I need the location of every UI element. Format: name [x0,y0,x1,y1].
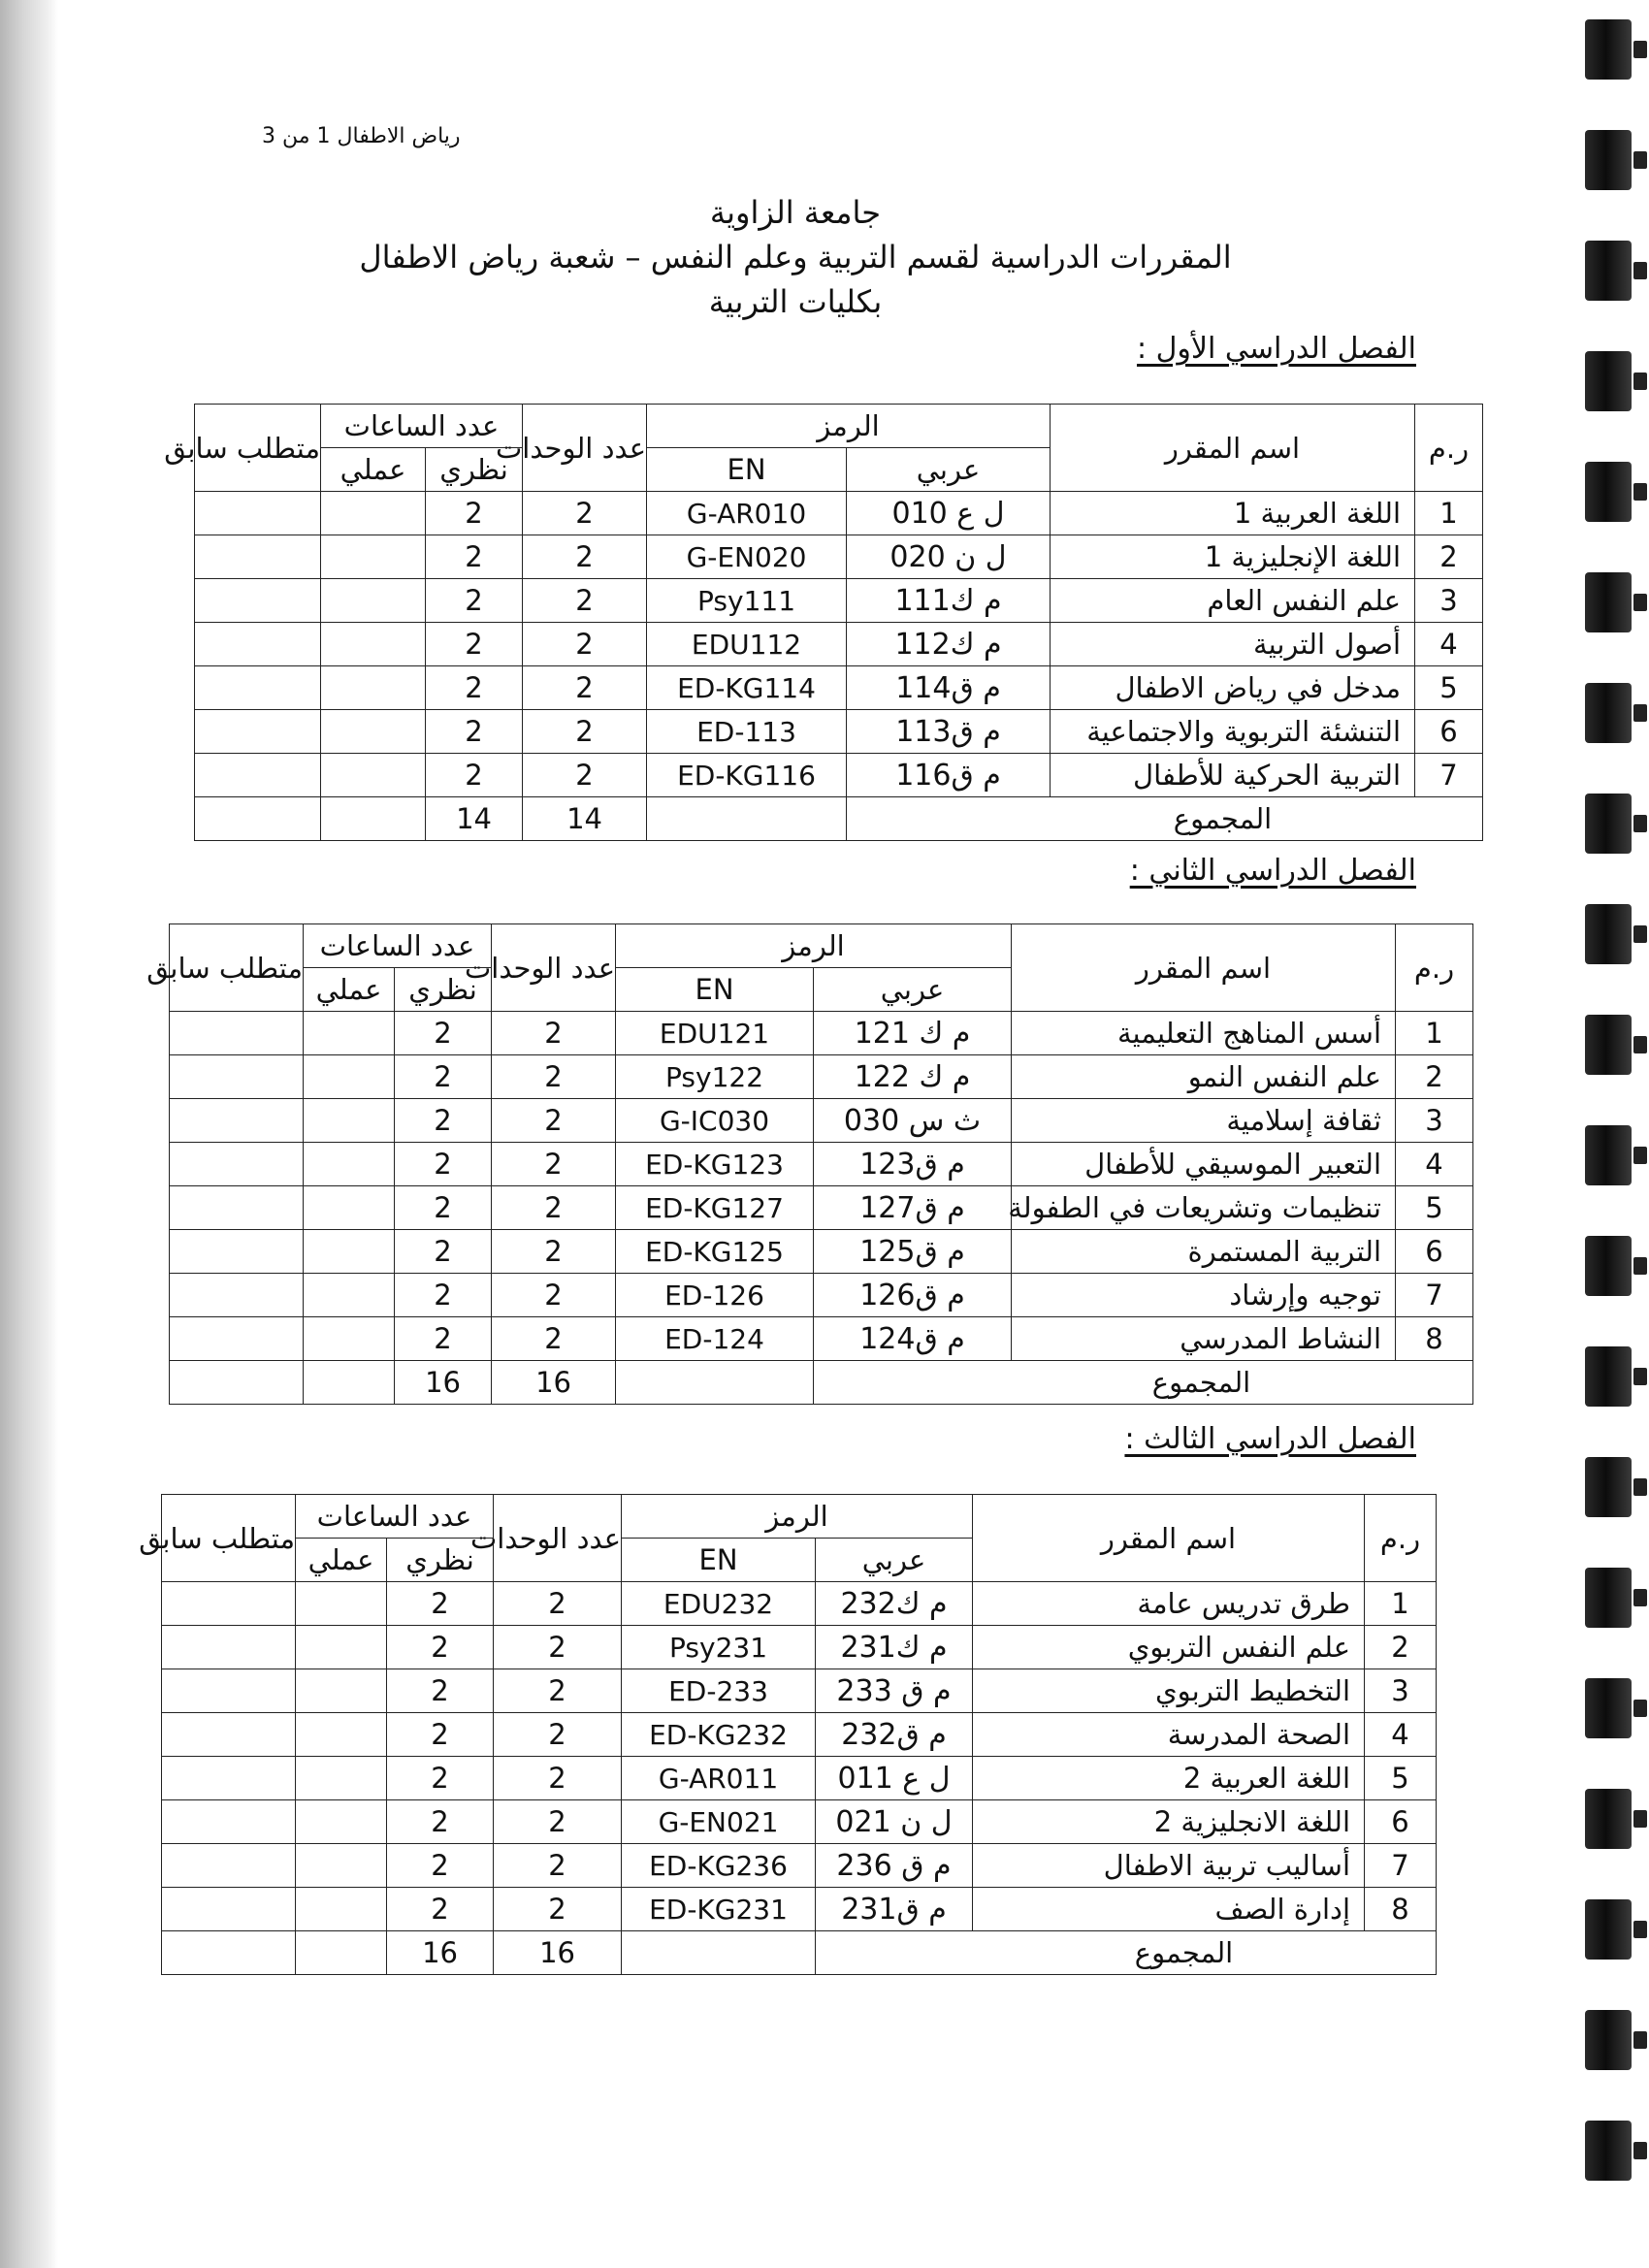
semester-2-title: الفصل الدراسي الثاني : [1129,854,1416,888]
table-row [162,1888,1437,1931]
total-row [195,797,1483,841]
table-row [170,1230,1473,1274]
arabic-code: م ق126 [814,1274,1012,1317]
row-number: 2 [1396,1055,1473,1099]
course-name: أسس المناهج التعليمية [1012,1012,1396,1055]
practical-hours [296,1713,387,1757]
units-value: 2 [492,1012,616,1055]
binding-ring [1585,1346,1632,1407]
arabic-code: م ق123 [814,1143,1012,1186]
col-header-prereq: متطلب سابق [195,405,321,492]
col-header-theory: نظري [395,968,492,1012]
total-units: 16 [494,1931,622,1975]
theory-hours: 2 [387,1844,494,1888]
units-value: 2 [492,1055,616,1099]
english-code: ED-KG232 [622,1713,816,1757]
arabic-code: ث س 030 [814,1099,1012,1143]
theory-hours: 2 [387,1713,494,1757]
practical-hours [304,1143,395,1186]
prerequisite [195,666,321,710]
course-name: اللغة العربية 2 [973,1757,1365,1800]
arabic-code: م ق 236 [816,1844,973,1888]
table-row [195,754,1483,797]
table-row [170,1012,1473,1055]
units-value: 2 [494,1888,622,1931]
english-code: ED-KG231 [622,1888,816,1931]
total-practical [321,797,426,841]
units-value: 2 [492,1317,616,1361]
col-header-course-name: اسم المقرر [1051,405,1415,492]
english-code: EDU112 [647,623,847,666]
theory-hours: 2 [395,1012,492,1055]
binding-ring [1585,2121,1632,2181]
course-name: تنظيمات وتشريعات في الطفولة [1012,1186,1396,1230]
units-value: 2 [494,1626,622,1669]
practical-hours [304,1186,395,1230]
english-code: Psy231 [622,1626,816,1669]
course-name: علم النفس العام [1051,579,1415,623]
table-row [195,579,1483,623]
row-number: 7 [1415,754,1483,797]
english-code: G-EN020 [647,535,847,579]
english-code: ED-KG236 [622,1844,816,1888]
theory-hours: 2 [387,1888,494,1931]
units-value: 2 [523,579,647,623]
col-header-code: الرمز [647,405,1051,448]
english-code: G-AR010 [647,492,847,535]
col-header-units: عدد الوحدات [523,405,647,492]
practical-hours [296,1800,387,1844]
row-number: 4 [1365,1713,1437,1757]
table-row [195,623,1483,666]
theory-hours: 2 [395,1055,492,1099]
total-theory: 14 [426,797,523,841]
units-value: 2 [523,535,647,579]
semester-1-title: الفصل الدراسي الأول : [1136,332,1416,366]
table-row [162,1844,1437,1888]
units-value: 2 [523,492,647,535]
course-name: ثقافة إسلامية [1012,1099,1396,1143]
practical-hours [296,1757,387,1800]
practical-hours [304,1317,395,1361]
practical-hours [321,623,426,666]
arabic-code: م ق116 [847,754,1051,797]
practical-hours [321,492,426,535]
prerequisite [162,1844,296,1888]
course-name: أصول التربية [1051,623,1415,666]
practical-hours [296,1844,387,1888]
binding-ring [1585,572,1632,632]
english-code: ED-233 [622,1669,816,1713]
total-theory: 16 [395,1361,492,1405]
english-code: ED-113 [647,710,847,754]
document-header [291,190,1300,324]
arabic-code: م ق127 [814,1186,1012,1230]
arabic-code: م ق114 [847,666,1051,710]
arabic-code: م ك111 [847,579,1051,623]
arabic-code: م ق113 [847,710,1051,754]
table-row [170,1186,1473,1230]
prerequisite [195,710,321,754]
table-row [162,1582,1437,1626]
scan-shadow [0,0,58,2268]
course-name: أساليب تربية الاطفال [973,1844,1365,1888]
english-code: G-EN021 [622,1800,816,1844]
course-name: مدخل في رياض الاطفال [1051,666,1415,710]
table-row [195,710,1483,754]
units-value: 2 [492,1099,616,1143]
total-row [162,1931,1437,1975]
prerequisite [162,1888,296,1931]
binding-ring [1585,1568,1632,1628]
binding-ring [1585,351,1632,411]
table-row [195,535,1483,579]
prerequisite [162,1582,296,1626]
units-value: 2 [494,1757,622,1800]
row-number: 6 [1396,1230,1473,1274]
arabic-code: م ك 122 [814,1055,1012,1099]
arabic-code: ل ع 011 [816,1757,973,1800]
practical-hours [321,579,426,623]
spiral-binding [1542,0,1649,2268]
units-value: 2 [494,1844,622,1888]
semester-3-title: الفصل الدراسي الثالث : [1124,1422,1416,1456]
practical-hours [321,666,426,710]
total-label: المجموع [814,1361,1473,1405]
prerequisite [195,492,321,535]
prerequisite [162,1757,296,1800]
arabic-code: م ق231 [816,1888,973,1931]
col-header-code: الرمز [622,1495,973,1539]
english-code: Psy122 [616,1055,814,1099]
document-subtitle: بكليات التربية [708,283,883,320]
arabic-code: م ق 233 [816,1669,973,1713]
binding-ring [1585,1125,1632,1185]
header-row [195,405,1483,448]
prerequisite [195,623,321,666]
row-number: 8 [1365,1888,1437,1931]
english-code: ED-KG127 [616,1186,814,1230]
table-row [162,1757,1437,1800]
total-empty-cell [616,1361,814,1405]
col-header-arabic-code: عربي [847,448,1051,492]
theory-hours: 2 [395,1099,492,1143]
binding-ring [1585,1015,1632,1075]
row-number: 5 [1396,1186,1473,1230]
theory-hours: 2 [387,1582,494,1626]
prerequisite [170,1230,304,1274]
theory-hours: 2 [387,1626,494,1669]
table-row [170,1099,1473,1143]
binding-ring [1585,1457,1632,1517]
course-name: توجيه وإرشاد [1012,1274,1396,1317]
total-label: المجموع [847,797,1483,841]
prerequisite [170,1186,304,1230]
arabic-code: م ك232 [816,1582,973,1626]
header-row [162,1495,1437,1539]
semester-2-table [146,923,1473,1405]
col-header-hours: عدد الساعات [321,405,523,448]
prerequisite [170,1012,304,1055]
col-header-english-code: EN [647,448,847,492]
course-name: إدارة الصف [973,1888,1365,1931]
row-number: 3 [1365,1669,1437,1713]
total-practical [296,1931,387,1975]
col-header-units: عدد الوحدات [494,1495,622,1582]
units-value: 2 [494,1713,622,1757]
col-header-practical: عملي [304,968,395,1012]
table-row [170,1143,1473,1186]
english-code: ED-KG123 [616,1143,814,1186]
row-number: 3 [1396,1099,1473,1143]
binding-ring [1585,241,1632,301]
col-header-english-code: EN [616,968,814,1012]
prerequisite [170,1143,304,1186]
theory-hours: 2 [395,1274,492,1317]
table-row [162,1626,1437,1669]
row-number: 6 [1415,710,1483,754]
binding-ring [1585,130,1632,190]
col-header-code: الرمز [616,924,1012,968]
english-code: EDU232 [622,1582,816,1626]
arabic-code: م ق125 [814,1230,1012,1274]
document-title: المقررات الدراسية لقسم التربية وعلم النفس – شعبة رياض الاطفال [359,239,1232,275]
english-code: G-AR011 [622,1757,816,1800]
theory-hours: 2 [426,492,523,535]
arabic-code: م ك 121 [814,1012,1012,1055]
course-name: النشاط المدرسي [1012,1317,1396,1361]
total-prereq [170,1361,304,1405]
row-number: 4 [1415,623,1483,666]
english-code: ED-KG125 [616,1230,814,1274]
col-header-theory: نظري [387,1539,494,1582]
header-row [170,924,1473,968]
col-header-rm: ر.م [1365,1495,1437,1582]
prerequisite [162,1626,296,1669]
total-empty-cell [622,1931,816,1975]
total-units: 16 [492,1361,616,1405]
binding-ring [1585,683,1632,743]
prerequisite [170,1274,304,1317]
row-number: 6 [1365,1800,1437,1844]
theory-hours: 2 [426,535,523,579]
table-row [195,666,1483,710]
theory-hours: 2 [387,1757,494,1800]
course-name: علم النفس التربوي [973,1626,1365,1669]
prerequisite [170,1099,304,1143]
course-name: التنشئة التربوية والاجتماعية [1051,710,1415,754]
prerequisite [195,579,321,623]
units-value: 2 [523,754,647,797]
course-name: طرق تدريس عامة [973,1582,1365,1626]
prerequisite [170,1317,304,1361]
course-name: علم النفس النمو [1012,1055,1396,1099]
col-header-rm: ر.م [1396,924,1473,1012]
units-value: 2 [494,1669,622,1713]
total-label: المجموع [816,1931,1437,1975]
arabic-code: ل ن 020 [847,535,1051,579]
total-theory: 16 [387,1931,494,1975]
row-number: 1 [1396,1012,1473,1055]
practical-hours [321,535,426,579]
practical-hours [304,1230,395,1274]
course-name: اللغة الانجليزية 2 [973,1800,1365,1844]
english-code: ED-124 [616,1317,814,1361]
arabic-code: م ق124 [814,1317,1012,1361]
row-number: 2 [1365,1626,1437,1669]
prerequisite [162,1669,296,1713]
binding-ring [1585,904,1632,964]
binding-ring [1585,1789,1632,1849]
col-header-prereq: متطلب سابق [170,924,304,1012]
english-code: ED-126 [616,1274,814,1317]
row-number: 4 [1396,1143,1473,1186]
course-name: اللغة الإنجليزية 1 [1051,535,1415,579]
units-value: 2 [494,1582,622,1626]
arabic-code: م ق232 [816,1713,973,1757]
arabic-code: م ك112 [847,623,1051,666]
course-name: التخطيط التربوي [973,1669,1365,1713]
col-header-hours: عدد الساعات [304,924,492,968]
semester-3-table [139,1494,1437,1975]
table-row [170,1274,1473,1317]
binding-ring [1585,462,1632,522]
row-number: 8 [1396,1317,1473,1361]
total-practical [304,1361,395,1405]
theory-hours: 2 [395,1143,492,1186]
theory-hours: 2 [387,1800,494,1844]
theory-hours: 2 [426,579,523,623]
table-row [170,1317,1473,1361]
practical-hours [304,1055,395,1099]
practical-hours [304,1012,395,1055]
binding-ring [1585,19,1632,80]
practical-hours [321,710,426,754]
course-name: اللغة العربية 1 [1051,492,1415,535]
practical-hours [296,1888,387,1931]
course-name: التربية المستمرة [1012,1230,1396,1274]
table-row [162,1713,1437,1757]
theory-hours: 2 [395,1230,492,1274]
units-value: 2 [492,1274,616,1317]
row-number: 2 [1415,535,1483,579]
theory-hours: 2 [426,710,523,754]
table-row [195,492,1483,535]
total-prereq [162,1931,296,1975]
col-header-units: عدد الوحدات [492,924,616,1012]
col-header-arabic-code: عربي [814,968,1012,1012]
prerequisite [162,1800,296,1844]
practical-hours [296,1582,387,1626]
units-value: 2 [492,1230,616,1274]
binding-ring [1585,1678,1632,1738]
units-value: 2 [523,623,647,666]
prerequisite [195,754,321,797]
binding-ring [1585,794,1632,854]
col-header-prereq: متطلب سابق [162,1495,296,1582]
practical-hours [296,1669,387,1713]
course-name: الصحة المدرسة [973,1713,1365,1757]
prerequisite [162,1713,296,1757]
units-value: 2 [523,710,647,754]
units-value: 2 [494,1800,622,1844]
course-name: التربية الحركية للأطفال [1051,754,1415,797]
theory-hours: 2 [395,1317,492,1361]
theory-hours: 2 [426,623,523,666]
row-number: 1 [1415,492,1483,535]
total-prereq [195,797,321,841]
row-number: 5 [1365,1757,1437,1800]
row-number: 1 [1365,1582,1437,1626]
english-code: Psy111 [647,579,847,623]
col-header-arabic-code: عربي [816,1539,973,1582]
col-header-theory: نظري [426,448,523,492]
total-units: 14 [523,797,647,841]
arabic-code: ل ع 010 [847,492,1051,535]
row-number: 7 [1396,1274,1473,1317]
col-header-hours: عدد الساعات [296,1495,494,1539]
table-row [170,1055,1473,1099]
col-header-course-name: اسم المقرر [1012,924,1396,1012]
theory-hours: 2 [395,1186,492,1230]
english-code: ED-KG114 [647,666,847,710]
theory-hours: 2 [426,754,523,797]
units-value: 2 [492,1143,616,1186]
english-code: G-IC030 [616,1099,814,1143]
semester-1-table [164,404,1483,841]
col-header-practical: عملي [296,1539,387,1582]
practical-hours [304,1274,395,1317]
col-header-course-name: اسم المقرر [973,1495,1365,1582]
total-row [170,1361,1473,1405]
course-name: التعبير الموسيقي للأطفال [1012,1143,1396,1186]
practical-hours [304,1099,395,1143]
table-row [162,1800,1437,1844]
university-name: جامعة الزاوية [709,194,882,231]
arabic-code: ل ن 021 [816,1800,973,1844]
theory-hours: 2 [426,666,523,710]
prerequisite [170,1055,304,1099]
binding-ring [1585,1899,1632,1960]
row-number: 7 [1365,1844,1437,1888]
col-header-practical: عملي [321,448,426,492]
units-value: 2 [523,666,647,710]
binding-ring [1585,2010,1632,2070]
row-number: 5 [1415,666,1483,710]
english-code: EDU121 [616,1012,814,1055]
english-code: ED-KG116 [647,754,847,797]
practical-hours [296,1626,387,1669]
binding-ring [1585,1236,1632,1296]
col-header-rm: ر.م [1415,405,1483,492]
units-value: 2 [492,1186,616,1230]
practical-hours [321,754,426,797]
total-empty-cell [647,797,847,841]
row-number: 3 [1415,579,1483,623]
theory-hours: 2 [387,1669,494,1713]
table-row [162,1669,1437,1713]
col-header-english-code: EN [622,1539,816,1582]
arabic-code: م ك231 [816,1626,973,1669]
prerequisite [195,535,321,579]
page-reference: رياض الاطفال 1 من 3 [262,124,461,148]
